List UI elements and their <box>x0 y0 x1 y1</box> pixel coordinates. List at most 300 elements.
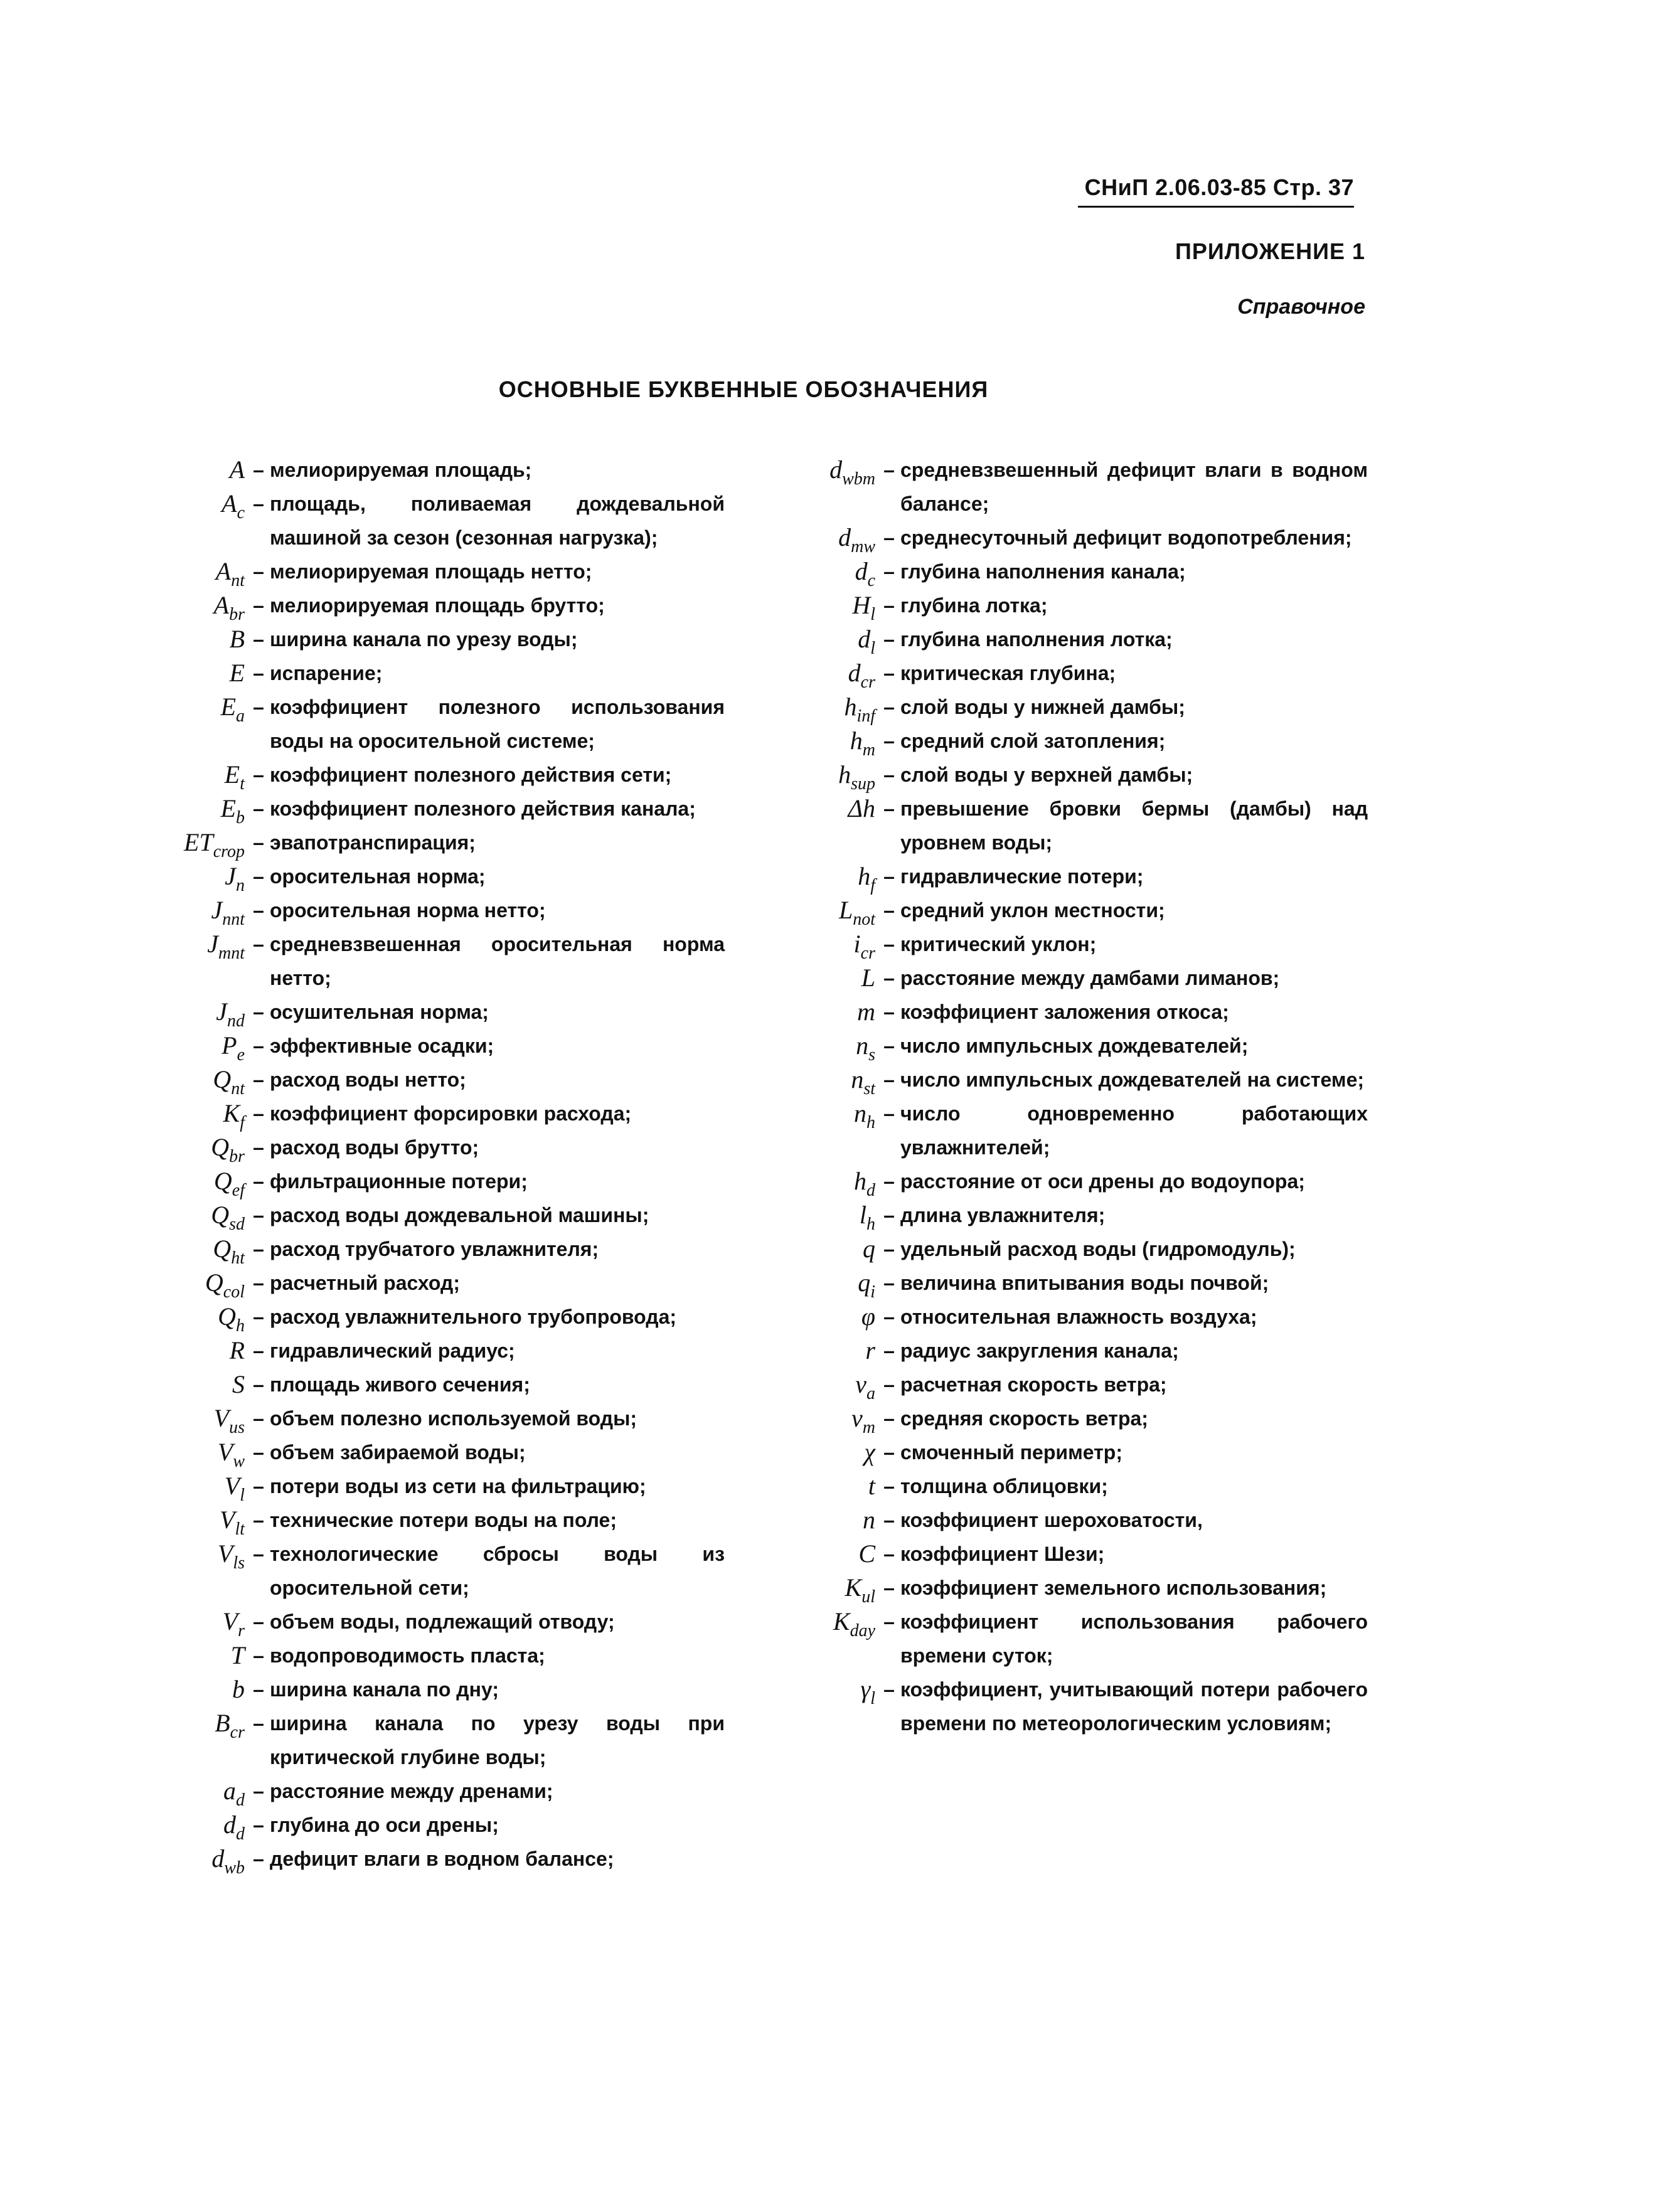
symbol-base: T <box>230 1641 245 1669</box>
symbol-base: J <box>225 862 236 890</box>
dash-separator: – <box>253 492 264 515</box>
symbol-subscript: m <box>862 740 875 760</box>
symbol-description: оросительная норма нетто; <box>270 899 546 922</box>
symbol-description: ширина канала по урезу воды; <box>270 628 578 651</box>
symbol-entry <box>791 1097 1368 1164</box>
symbol-description: превышение бровки бермы (дамбы) над уровнем воды; <box>900 797 1368 854</box>
symbol <box>791 1232 878 1266</box>
dash-separator: – <box>253 763 264 786</box>
symbol-base: χ <box>864 1438 875 1466</box>
dash-separator: – <box>883 1577 895 1599</box>
dash-separator: – <box>253 1814 264 1836</box>
symbol <box>791 1503 878 1537</box>
symbol-subscript: m <box>862 1418 875 1437</box>
dash-separator: – <box>253 1068 264 1091</box>
symbol-subscript: c <box>867 571 875 590</box>
symbol-description: средняя скорость ветра; <box>900 1407 1148 1430</box>
symbol-description: ширина канала по дну; <box>270 1678 499 1701</box>
symbol-base: q <box>858 1268 871 1297</box>
symbol-entry <box>791 1368 1368 1401</box>
symbol-base: ET <box>184 828 213 856</box>
symbol-description: число импульсных дождевателей на системе; <box>900 1068 1365 1091</box>
symbol-description: расход увлажнительного трубопровода; <box>270 1305 677 1328</box>
symbol <box>138 1774 247 1808</box>
symbol-entry <box>138 1605 725 1639</box>
symbol-subscript: wbm <box>842 469 875 489</box>
symbol-description: площадь, поливаемая дождевальной машиной за сезон (сезонная нагрузка); <box>270 492 725 549</box>
symbol-subscript: h <box>866 1215 875 1234</box>
dash-separator: – <box>253 594 264 617</box>
symbol-base: h <box>844 693 857 721</box>
symbol-description: коэффициент Шези; <box>900 1543 1105 1565</box>
symbol-base: Q <box>213 1235 232 1263</box>
dash-separator: – <box>253 696 264 718</box>
symbol-base: Q <box>211 1201 230 1229</box>
symbol-description: объем забираемой воды; <box>270 1441 526 1464</box>
dash-separator: – <box>883 662 895 684</box>
symbol-base: q <box>863 1235 875 1263</box>
dash-separator: – <box>883 1407 895 1430</box>
dash-separator: – <box>253 899 264 922</box>
symbol-subscript: nt <box>231 1079 245 1098</box>
symbol-base: i <box>853 930 861 958</box>
symbol-description: расчетный расход; <box>270 1272 460 1294</box>
symbol <box>791 1300 878 1334</box>
symbol <box>791 1198 878 1232</box>
symbol-description: число одновременно работающих увлажнителей; <box>900 1102 1368 1159</box>
symbol-entry <box>791 792 1368 859</box>
dash-separator: – <box>883 1272 895 1294</box>
symbol-entry <box>138 995 725 1029</box>
symbol <box>138 1401 247 1435</box>
symbol-subscript: d <box>236 1824 245 1844</box>
symbol-base: h <box>838 760 851 789</box>
symbol-description: ширина канала по урезу воды при критической глубине воды; <box>270 1712 725 1768</box>
symbol-entry <box>791 1063 1368 1097</box>
symbol-base: B <box>215 1709 230 1737</box>
symbol-description: смоченный периметр; <box>900 1441 1122 1464</box>
dash-separator: – <box>883 459 895 481</box>
symbol-subscript: ls <box>233 1553 245 1573</box>
symbol-base: V <box>213 1404 230 1432</box>
symbol-subscript: col <box>223 1282 245 1302</box>
symbol-base: K <box>223 1099 240 1127</box>
symbol-entry <box>138 622 725 656</box>
symbol <box>791 453 878 487</box>
symbol-entry <box>791 690 1368 724</box>
symbol-description: оросительная норма; <box>270 865 486 888</box>
symbol-subscript: ef <box>232 1181 245 1200</box>
symbol <box>138 1435 247 1469</box>
symbol-description: коэффициент шероховатости, <box>900 1509 1203 1531</box>
symbol-subscript: mw <box>851 537 875 556</box>
symbol <box>791 1063 878 1097</box>
symbol-base: H <box>852 591 871 619</box>
symbol-entry <box>138 893 725 927</box>
symbol <box>791 1672 878 1706</box>
symbol-entry <box>138 1164 725 1198</box>
dash-separator: – <box>883 1610 895 1633</box>
symbol <box>791 1401 878 1435</box>
symbol-entry <box>138 1198 725 1232</box>
symbol-description: коэффициент полезного действия сети; <box>270 763 672 786</box>
symbol-subscript: inf <box>856 706 875 726</box>
symbol-description: расчетная скорость ветра; <box>900 1373 1167 1396</box>
dash-separator: – <box>253 1407 264 1430</box>
symbol-description: технические потери воды на поле; <box>270 1509 617 1531</box>
symbol-description: гидравлический радиус; <box>270 1339 515 1362</box>
symbol-entry <box>138 826 725 859</box>
symbol-base: J <box>216 997 227 1026</box>
symbol-entry <box>138 1842 725 1876</box>
symbol-description: величина впитывания воды почвой; <box>900 1272 1269 1294</box>
dash-separator: – <box>253 865 264 888</box>
symbol-base: m <box>857 997 875 1026</box>
symbol-base: γ <box>860 1675 871 1703</box>
dash-separator: – <box>253 628 264 651</box>
symbol-description: глубина наполнения канала; <box>900 560 1186 583</box>
symbol <box>138 927 247 961</box>
dash-separator: – <box>253 1848 264 1870</box>
dash-separator: – <box>253 560 264 583</box>
symbol-entry <box>791 995 1368 1029</box>
symbol-base: E <box>220 794 236 822</box>
symbol <box>138 1842 247 1876</box>
symbol <box>791 1605 878 1639</box>
symbol-base: E <box>229 659 245 687</box>
symbol-base: n <box>856 1031 869 1060</box>
symbol-entry <box>138 1706 725 1774</box>
symbol-description: гидравлические потери; <box>900 865 1144 888</box>
symbol <box>791 555 878 588</box>
dash-separator: – <box>883 1170 895 1193</box>
symbol <box>791 1334 878 1368</box>
symbol <box>138 487 247 521</box>
symbol <box>138 758 247 792</box>
dash-separator: – <box>883 797 895 820</box>
symbol-description: слой воды у верхней дамбы; <box>900 763 1193 786</box>
symbol-base: d <box>223 1811 236 1839</box>
symbol-entry <box>138 1334 725 1368</box>
dash-separator: – <box>253 1678 264 1701</box>
symbol <box>138 656 247 690</box>
symbol-base: φ <box>861 1302 875 1331</box>
symbol <box>791 622 878 656</box>
symbol-subscript: l <box>870 1689 875 1708</box>
symbol <box>791 1469 878 1503</box>
symbol-base: S <box>232 1370 245 1398</box>
symbol-description: толщина облицовки; <box>900 1475 1108 1497</box>
dash-separator: – <box>883 1102 895 1125</box>
symbol-description: коэффициент использования рабочего времени суток; <box>900 1610 1368 1667</box>
dash-separator: – <box>253 1272 264 1294</box>
reference-note: Справочное <box>1237 295 1365 319</box>
symbol-subscript: e <box>237 1045 245 1065</box>
symbol <box>138 453 247 487</box>
symbol <box>138 1097 247 1130</box>
symbol-entry <box>138 758 725 792</box>
symbol <box>138 555 247 588</box>
symbol-description: средневзвешенная оросительная норма нетто; <box>270 933 725 989</box>
symbol-description: длина увлажнителя; <box>900 1204 1106 1226</box>
dash-separator: – <box>883 628 895 651</box>
symbol-description: коэффициент заложения откоса; <box>900 1001 1229 1023</box>
symbol-entry <box>138 1063 725 1097</box>
symbol-entry <box>791 1672 1368 1740</box>
symbol-entry <box>138 555 725 588</box>
symbol-subscript: h <box>236 1316 245 1336</box>
symbol-description: глубина до оси дрены; <box>270 1814 499 1836</box>
symbol <box>791 656 878 690</box>
symbol-entry <box>138 1368 725 1401</box>
symbol-base: h <box>858 862 871 890</box>
symbol-base: d <box>829 455 843 484</box>
dash-separator: – <box>883 763 895 786</box>
symbol <box>138 1198 247 1232</box>
dash-separator: – <box>253 459 264 481</box>
symbol <box>138 1368 247 1401</box>
symbol-base: n <box>851 1065 864 1093</box>
dash-separator: – <box>883 865 895 888</box>
symbol <box>138 1469 247 1503</box>
appendix-label: ПРИЛОЖЕНИЕ 1 <box>1175 238 1365 264</box>
symbol-entry <box>791 588 1368 622</box>
symbol-subscript: nnt <box>222 910 245 929</box>
symbol-description: коэффициент, учитывающий потери рабочего времени по метеорологическим условиям; <box>900 1678 1368 1735</box>
symbol-entry <box>138 1469 725 1503</box>
symbol-entry <box>791 1469 1368 1503</box>
symbol-description: расход воды нетто; <box>270 1068 466 1091</box>
symbol-description: средний уклон местности; <box>900 899 1165 922</box>
symbol-entry <box>791 1164 1368 1198</box>
symbol-base: d <box>858 625 871 653</box>
symbol <box>138 1503 247 1537</box>
symbol-description: глубина наполнения лотка; <box>900 628 1173 651</box>
symbol <box>791 995 878 1029</box>
symbol-subscript: lt <box>235 1519 245 1539</box>
symbol-description: мелиорируемая площадь; <box>270 459 532 481</box>
symbol <box>791 893 878 927</box>
symbol-subscript: a <box>866 1384 875 1403</box>
dash-separator: – <box>253 1712 264 1735</box>
symbol-subscript: d <box>866 1181 875 1200</box>
dash-separator: – <box>883 1373 895 1396</box>
symbol-subscript: cr <box>230 1723 245 1742</box>
symbol-entry <box>791 961 1368 995</box>
dash-separator: – <box>253 1170 264 1193</box>
symbol-subscript: br <box>229 605 245 624</box>
dash-separator: – <box>883 933 895 955</box>
symbol-base: A <box>215 557 232 585</box>
symbol-subscript: nd <box>227 1011 245 1031</box>
symbol-entry <box>138 1401 725 1435</box>
symbol-description: мелиорируемая площадь нетто; <box>270 560 592 583</box>
symbol <box>138 995 247 1029</box>
symbol-description: коэффициент полезного использования воды на оросительной системе; <box>270 696 725 752</box>
symbol <box>138 1639 247 1672</box>
symbol-base: A <box>221 489 237 518</box>
symbol <box>138 792 247 826</box>
dash-separator: – <box>253 1543 264 1565</box>
symbol-subscript: us <box>229 1418 245 1437</box>
symbol-base: n <box>863 1506 875 1534</box>
symbol-subscript: cr <box>860 944 875 963</box>
symbol-description: расстояние между дренами; <box>270 1780 553 1802</box>
dash-separator: – <box>883 1001 895 1023</box>
symbol-entry <box>138 1672 725 1706</box>
symbol-description: объем воды, подлежащий отводу; <box>270 1610 615 1633</box>
symbol <box>138 826 247 859</box>
symbol-base: V <box>217 1438 233 1466</box>
symbol-subscript: mnt <box>218 944 245 963</box>
dash-separator: – <box>883 1441 895 1464</box>
symbol-base: J <box>211 896 223 924</box>
symbol-entry <box>791 1029 1368 1063</box>
symbol-description: испарение; <box>270 662 383 684</box>
dash-separator: – <box>253 1475 264 1497</box>
dash-separator: – <box>253 1339 264 1362</box>
symbol-subscript: ht <box>231 1248 245 1268</box>
symbol-base: r <box>865 1336 875 1364</box>
symbol-subscript: sup <box>851 774 875 794</box>
symbol <box>138 622 247 656</box>
dash-separator: – <box>253 1780 264 1802</box>
symbol-base: l <box>859 1201 866 1229</box>
symbol-description: водопроводимость пласта; <box>270 1644 545 1667</box>
symbol-entry <box>138 1774 725 1808</box>
dash-separator: – <box>253 797 264 820</box>
symbol-base: V <box>217 1539 233 1568</box>
symbol-entry <box>138 1029 725 1063</box>
dash-separator: – <box>253 662 264 684</box>
symbol-entry <box>791 1605 1368 1672</box>
symbol-description: расход воды брутто; <box>270 1136 479 1159</box>
symbol-subscript: l <box>870 605 875 624</box>
symbol-base: K <box>833 1607 850 1635</box>
dash-separator: – <box>883 1339 895 1362</box>
symbol-entry <box>791 453 1368 521</box>
symbol-base: V <box>222 1607 238 1635</box>
symbol-entry <box>791 893 1368 927</box>
symbol-base: Δh <box>848 794 875 822</box>
dash-separator: – <box>883 526 895 549</box>
symbol-description: мелиорируемая площадь брутто; <box>270 594 605 617</box>
symbol-base: Q <box>213 1065 232 1093</box>
symbol-description: критический уклон; <box>900 933 1097 955</box>
dash-separator: – <box>253 1509 264 1531</box>
symbol-description: радиус закругления канала; <box>900 1339 1179 1362</box>
symbol-base: a <box>223 1777 236 1805</box>
symbol-base: E <box>224 760 240 789</box>
symbol-entry <box>791 724 1368 758</box>
symbol-subscript: br <box>229 1147 245 1166</box>
symbol-subscript: ul <box>861 1587 875 1607</box>
dash-separator: – <box>253 1034 264 1057</box>
dash-separator: – <box>253 933 264 955</box>
symbol-description: критическая глубина; <box>900 662 1116 684</box>
symbol-base: Q <box>218 1302 236 1331</box>
symbol-base: J <box>207 930 218 958</box>
symbol-subscript: w <box>233 1452 245 1471</box>
symbol <box>138 1334 247 1368</box>
symbol-base: V <box>224 1472 240 1500</box>
symbol-base: h <box>850 726 863 755</box>
symbol <box>791 1368 878 1401</box>
symbol-entry <box>791 521 1368 555</box>
symbol <box>138 1164 247 1198</box>
symbol-description: коэффициент земельного использования; <box>900 1577 1327 1599</box>
symbol-entry <box>138 1503 725 1537</box>
symbol-description: расстояние от оси дрены до водоупора; <box>900 1170 1305 1193</box>
symbol-entry <box>138 1537 725 1605</box>
symbol-base: Q <box>205 1268 223 1297</box>
symbol-base: V <box>220 1506 235 1534</box>
symbol <box>791 1029 878 1063</box>
symbol-subscript: d <box>236 1790 245 1810</box>
dash-separator: – <box>253 831 264 854</box>
symbol-subscript: f <box>870 876 875 895</box>
symbol <box>138 588 247 622</box>
symbol-entry <box>791 656 1368 690</box>
symbol-base: b <box>232 1675 245 1703</box>
symbol-base: L <box>838 896 853 924</box>
symbol-base: d <box>838 523 851 551</box>
dash-separator: – <box>883 696 895 718</box>
symbol-subscript: cr <box>860 673 875 692</box>
dash-separator: – <box>253 1001 264 1023</box>
dash-separator: – <box>253 1610 264 1633</box>
symbol-entry <box>138 859 725 893</box>
dash-separator: – <box>253 1238 264 1260</box>
symbol-entry <box>138 690 725 758</box>
symbol <box>138 1300 247 1334</box>
symbol-description: расход трубчатого увлажнителя; <box>270 1238 599 1260</box>
dash-separator: – <box>883 1305 895 1328</box>
symbol-subscript: t <box>240 774 245 794</box>
symbol <box>138 1232 247 1266</box>
symbol-base: t <box>868 1472 875 1500</box>
symbol <box>791 961 878 995</box>
dash-separator: – <box>253 1373 264 1396</box>
symbol <box>791 1571 878 1605</box>
symbol-description: дефицит влаги в водном балансе; <box>270 1848 614 1870</box>
symbol-subscript: r <box>238 1621 245 1640</box>
symbol-entry <box>791 1266 1368 1300</box>
symbol-description: удельный расход воды (гидромодуль); <box>900 1238 1296 1260</box>
symbol-subscript: crop <box>213 842 245 861</box>
symbol-subscript: h <box>866 1113 875 1132</box>
symbol <box>138 1063 247 1097</box>
symbol-subscript: c <box>237 503 245 523</box>
symbol-base: A <box>213 591 230 619</box>
symbol <box>791 724 878 758</box>
symbol-subscript: st <box>863 1079 875 1098</box>
symbol <box>791 588 878 622</box>
left-column <box>138 453 725 1876</box>
symbol-subscript: day <box>850 1621 875 1640</box>
symbol <box>791 927 878 961</box>
symbol-description: технологические сбросы воды из оросительной сети; <box>270 1543 725 1599</box>
symbol <box>138 1130 247 1164</box>
symbol-base: K <box>845 1573 862 1602</box>
symbol-subscript: a <box>236 706 245 726</box>
symbol-base: n <box>854 1099 866 1127</box>
symbol-base: Q <box>213 1167 232 1195</box>
symbol-entry <box>791 555 1368 588</box>
symbol-entry <box>791 1334 1368 1368</box>
symbol-subscript: f <box>240 1113 245 1132</box>
symbol-entry <box>138 1232 725 1266</box>
